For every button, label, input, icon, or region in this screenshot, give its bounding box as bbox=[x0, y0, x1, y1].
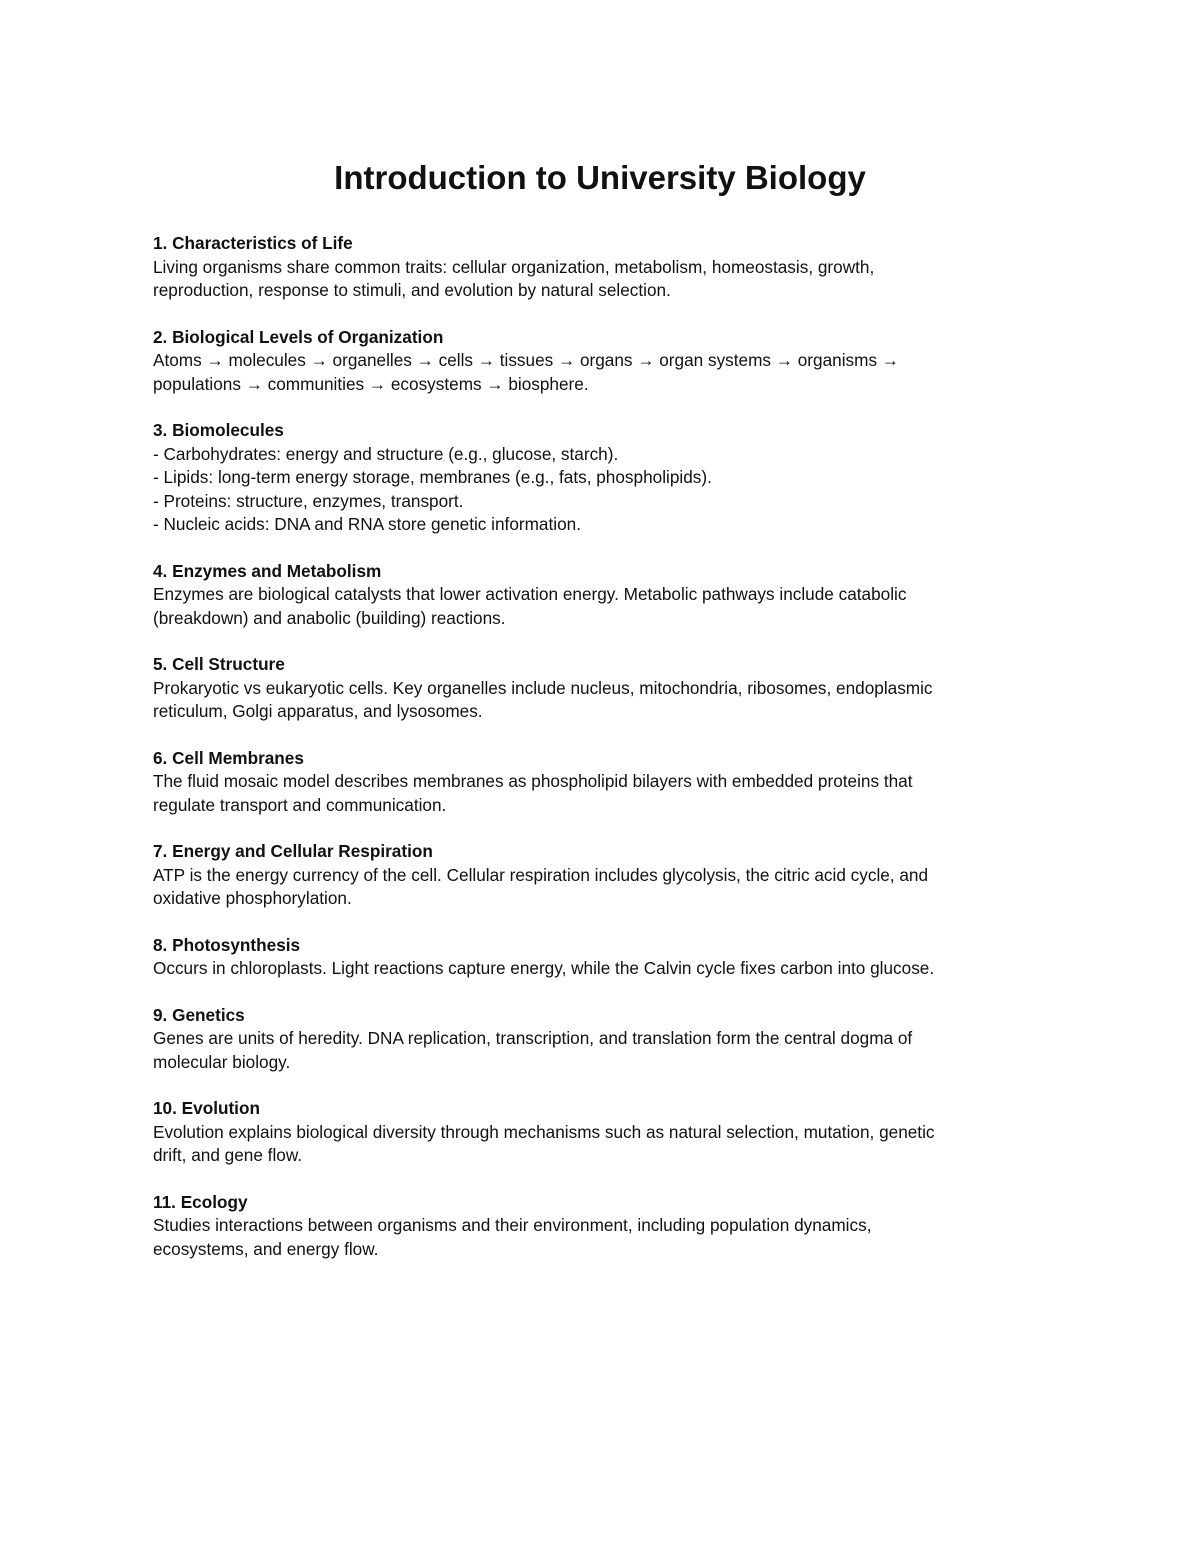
section-text-line: ATP is the energy currency of the cell. Cellular respiration includes glycolysis, the citric acid cycle, and bbox=[153, 864, 929, 885]
section-text-line: oxidative phosphorylation. bbox=[153, 888, 352, 908]
section-genetics bbox=[153, 1004, 1073, 1075]
section-text-line: populations → communities → ecosystems → biosphere. bbox=[153, 373, 589, 394]
section-levels-of-organization bbox=[153, 326, 1073, 397]
section-photosynthesis bbox=[153, 934, 1073, 981]
section-text-line: reticulum, Golgi apparatus, and lysosomes. bbox=[153, 701, 483, 721]
section-evolution bbox=[153, 1097, 1073, 1168]
section-heading: 4. Enzymes and Metabolism bbox=[153, 560, 382, 581]
section-energy-and-respiration bbox=[153, 840, 1073, 911]
section-text-line: molecular biology. bbox=[153, 1051, 291, 1072]
section-text-line: Occurs in chloroplasts. Light reactions capture energy, while the Calvin cycle fixes carbon into glucose. bbox=[153, 958, 935, 978]
section-text-line: The fluid mosaic model describes membranes as phospholipid bilayers with embedded proteins that bbox=[153, 771, 913, 791]
section-biomolecules bbox=[153, 419, 1073, 537]
section-text-line: drift, and gene flow. bbox=[153, 1145, 303, 1165]
bullet-item: - Nucleic acids: DNA and RNA store genetic information. bbox=[153, 514, 581, 534]
section-heading: 11. Ecology bbox=[153, 1191, 248, 1212]
section-cell-membranes bbox=[153, 747, 1073, 818]
section-text-line: Genes are units of heredity. DNA replication, transcription, and translation form the central dogma of bbox=[153, 1028, 913, 1048]
section-text-line: (breakdown) and anabolic (building) reactions. bbox=[153, 607, 506, 628]
document-body bbox=[153, 232, 1073, 1284]
section-heading: 8. Photosynthesis bbox=[153, 934, 301, 955]
section-text-line: reproduction, response to stimuli, and evolution by natural selection. bbox=[153, 280, 671, 300]
section-text-line: Living organisms share common traits: cellular organization, metabolism, homeostasis, growth, bbox=[153, 256, 875, 277]
section-enzymes-and-metabolism bbox=[153, 560, 1073, 631]
section-heading: 3. Biomolecules bbox=[153, 420, 284, 440]
section-ecology bbox=[153, 1191, 1073, 1262]
section-heading: 7. Energy and Cellular Respiration bbox=[153, 841, 433, 861]
section-heading: 9. Genetics bbox=[153, 1004, 245, 1025]
section-text-line: Studies interactions between organisms and their environment, including population dynamics, bbox=[153, 1215, 872, 1235]
document-title: Introduction to University Biology bbox=[334, 159, 866, 196]
section-text-line: regulate transport and communication. bbox=[153, 794, 447, 815]
section-text-line: Prokaryotic vs eukaryotic cells. Key organelles include nucleus, mitochondria, ribosomes, endoplasmic bbox=[153, 677, 933, 698]
bullet-item: - Lipids: long-term energy storage, membranes (e.g., fats, phospholipids). bbox=[153, 467, 712, 487]
section-characteristics-of-life bbox=[153, 232, 1073, 303]
bullet-item: - Proteins: structure, enzymes, transport. bbox=[153, 490, 464, 511]
section-heading: 2. Biological Levels of Organization bbox=[153, 326, 444, 347]
section-cell-structure bbox=[153, 653, 1073, 724]
section-text-line: Evolution explains biological diversity through mechanisms such as natural selection, mutation, genetic bbox=[153, 1121, 935, 1142]
section-heading: 10. Evolution bbox=[153, 1098, 260, 1118]
section-text-line: Atoms → molecules → organelles → cells → tissues → organs → organ systems → organisms → bbox=[153, 350, 899, 370]
section-heading: 1. Characteristics of Life bbox=[153, 233, 353, 253]
bullet-item: - Carbohydrates: energy and structure (e.g., glucose, starch). bbox=[153, 443, 619, 464]
section-text-line: ecosystems, and energy flow. bbox=[153, 1238, 379, 1259]
section-heading: 6. Cell Membranes bbox=[153, 747, 304, 768]
section-text-line: Enzymes are biological catalysts that lower activation energy. Metabolic pathways include catabolic bbox=[153, 584, 907, 604]
section-heading: 5. Cell Structure bbox=[153, 654, 285, 674]
